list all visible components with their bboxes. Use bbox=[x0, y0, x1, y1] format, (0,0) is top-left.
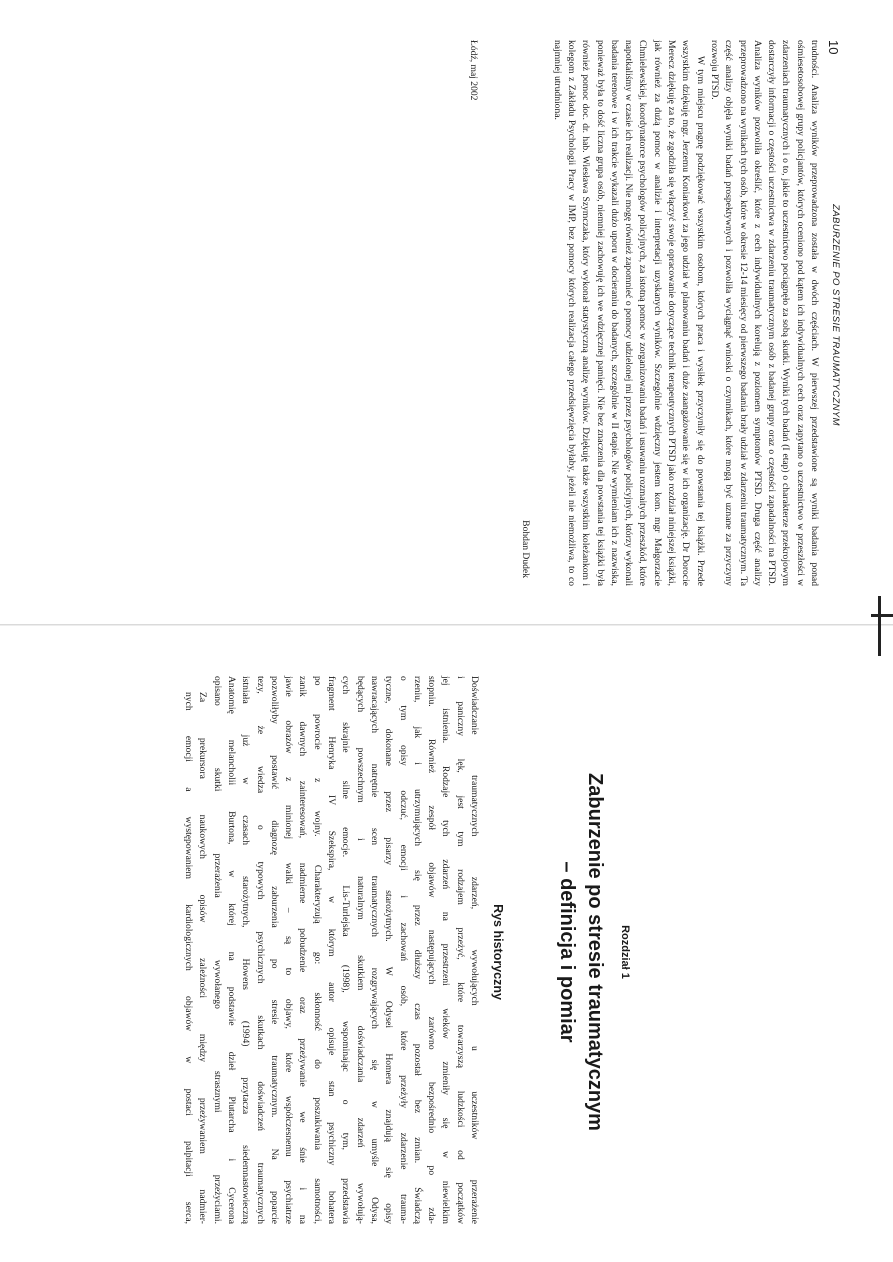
chapter-title-line: – definicja i pomiar bbox=[556, 861, 578, 1043]
chapter-title bbox=[553, 672, 609, 1232]
running-head: ZABURZENIE PO STRESIE TRAUMATYCZNYM bbox=[830, 204, 841, 426]
text-line: zanik dawnych zainteresowań, nadmierne pobudzenie oraz przeżywanie we śnie i na bbox=[297, 676, 309, 1224]
text-line: cych skrajnie silne emocje. Lis-Turlejska (1998), wspominając o tym, przedstawia bbox=[340, 676, 352, 1224]
chapter-label: Rozdział 1 bbox=[619, 925, 631, 979]
text-line: o tym opisy odczuć, emocji i zachowań osób, które przeżyły zdarzenie trauma- bbox=[397, 676, 409, 1224]
text-line: jawie obrazów z minionej walki – są to objawy, które współczesnemu psychiatrze bbox=[283, 676, 295, 1224]
paragraph bbox=[209, 676, 481, 1224]
section-heading: Rys historyczny bbox=[491, 904, 505, 1000]
text-line: Doświadczanie traumatycznych zdarzeń, wywołujących u uczestników przerażenie bbox=[469, 676, 480, 1224]
text-line: rzeniu, jak i utrzymujących się przez dłuższy czas pozostał bez zmian. Świadczą bbox=[411, 676, 423, 1224]
paragraph bbox=[181, 676, 210, 1224]
text-line: stopniu. Również zespół objawów następujących zarówno bezpośrednio po zda- bbox=[426, 676, 438, 1224]
text-line: opisano skutki przerażenia wywołanego strasznymi przeżyciami. bbox=[211, 676, 223, 1224]
text-line: po powrocie z wojny. Charakteryzują go: skłonność do poszukiwania samotności, bbox=[311, 676, 323, 1224]
book-gutter bbox=[0, 624, 893, 626]
text-line: fragment Henryka IV Szekspira, w którym autor opisuje stan psychiczny bohatera bbox=[326, 676, 338, 1224]
left-body-text bbox=[549, 40, 821, 586]
right-page bbox=[0, 632, 893, 1262]
text-line: tyczne, dokonane przez pisarzy starożytnych. W Odysei Homera znajdują się opisy bbox=[383, 676, 395, 1224]
left-page bbox=[0, 0, 893, 630]
text-line: nawracających natrętnie scen traumatycznych rozgrywających się w umyśle Odysa, bbox=[368, 676, 380, 1224]
chapter-title-line: Zaburzenie po stresie traumatycznym bbox=[584, 773, 606, 1131]
paragraph: W tym miejscu pragnę podziękować wszystkim osobom, których praca i wysiłek przyczyniły się do powstania tej książki. Przede wszystkim dziękuję mgr. Jerzemu Koniarkowi za jego udział w planowaniu badań i duże zaangażowanie się w ich organizację. Dr Dorocie Merecz dziękuję za to, że zgodziła się włączyć swoje opracowanie dotyczące technik terapeutycznych PTSD jako rozdział niniejszej książki, jak również za dużą pomoc w analizie i interpretacji uzyskanych wyników. Szczególnie wdzięczny jestem kom. mgr Małgorzacie Chmielewskiej, koordynatorce psychologów policyjnych, za istotną pomoc w zorganizowaniu badań i usuwaniu rozmaitych przeszkód, które napotkaliśmy w czasie ich realizacji. Nie mogę również zapomnieć o pomocy udzielonej mi przez psychologów policyjnych, którzy wykonali badania terenowe i w ich trakcie wykazali dużo uporu w docieraniu do badanych, szczególnie w II etapie. Nie wymieniam ich z nazwiska, ponieważ była to dość liczna grupa osób, niemniej zachowuję ich we wdzięcznej pamięci. Nie bez znaczenia dla powstania tej książki była również pomoc doc. dr. hab. Wiesława Szymczaka, który wykonał statystyczną analizę wyników. Dziękuję także wszystkim koleżankom i kolegom z Zakładu Psychologii Pracy w IMP, bez pomocy których realizacja całego przedsięwzięcia byłaby, jeżeli nie niemożliwa, to co najmniej utrudniona. bbox=[551, 40, 706, 586]
right-body-text bbox=[181, 676, 481, 1224]
spine-tick bbox=[871, 614, 893, 617]
place-date: Łódź, maj 2002 bbox=[468, 40, 479, 101]
text-line: jej istnienia. Rodzaje tych zdarzeń na przestrzeni wieków zmieniły się w niewielkim bbox=[440, 676, 452, 1224]
text-line: tezy, że wiedza o typowych psychicznych skutkach doświadczeń traumatycznych bbox=[254, 676, 266, 1224]
author-signature: Bohdan Dudek bbox=[520, 520, 531, 578]
text-line: nych emocji a występowaniem kardiologicznych objawów w postaci palpitacji serca, bbox=[183, 692, 195, 1224]
paragraph: trudności. Analiza wyników przeprowadzona została w dwóch częściach. W pierwszej przedstawione są wyniki badania ponad ośmiesetosobowej grupy policjantów, których oceniono pod kątem ich indywidualnych cech oraz zapytano o uczestnictwo w przeszłości w zdarzeniach traumatycznych i o to, jakie to uczestnictwo pociągnęło za sobą skutki. Wyniki tych badań (I etap) o charakterze przekrojowym dostarczyły informacji o częstości uczestnictwa w zdarzeniu traumatycznym osób z badanej grupy oraz o częstości zapadalności na PTSD. Analiza wyników pozwoliła określić, które z cech indywidualnych korelują z poziomem symptomów PTSD. Druga część analizy przeprowadzono na wynikach tych osób, które w okresie 12-14 miesięcy od pierwszego badania brały udział w zdarzeniu traumatycznym. Ta część analizy objęła wyniki badań prospektywnych i pozwoliła wyciągnąć wnioski o czynnikach, które mogą być uznane za przyczyny rozwoju PTSD. bbox=[708, 40, 820, 586]
text-line: i paniczny lęk, jest tym rodzajem przeżyć, które towarzyszą ludzkości od początków bbox=[454, 676, 466, 1224]
text-line: pozwoliłyby postawić diagnozę zaburzenia po stresie traumatycznym. Na poparcie bbox=[268, 676, 280, 1224]
text-line: będących powszechnym i naturalnym skutkiem doświadczania zdarzeń wywołują- bbox=[354, 676, 366, 1224]
text-line: istniała już w czasach starożytnych, Howens (1994) przytacza siedemnastowieczną bbox=[240, 676, 252, 1224]
text-line: Anatomię melancholii Burtona, w której na podstawie dzieł Plutarcha i Cycerona bbox=[225, 676, 237, 1224]
page-number: 10 bbox=[826, 40, 841, 55]
text-line: Za prekursora naukowych opisów zależności między przeżywaniem nadmier- bbox=[197, 692, 209, 1224]
